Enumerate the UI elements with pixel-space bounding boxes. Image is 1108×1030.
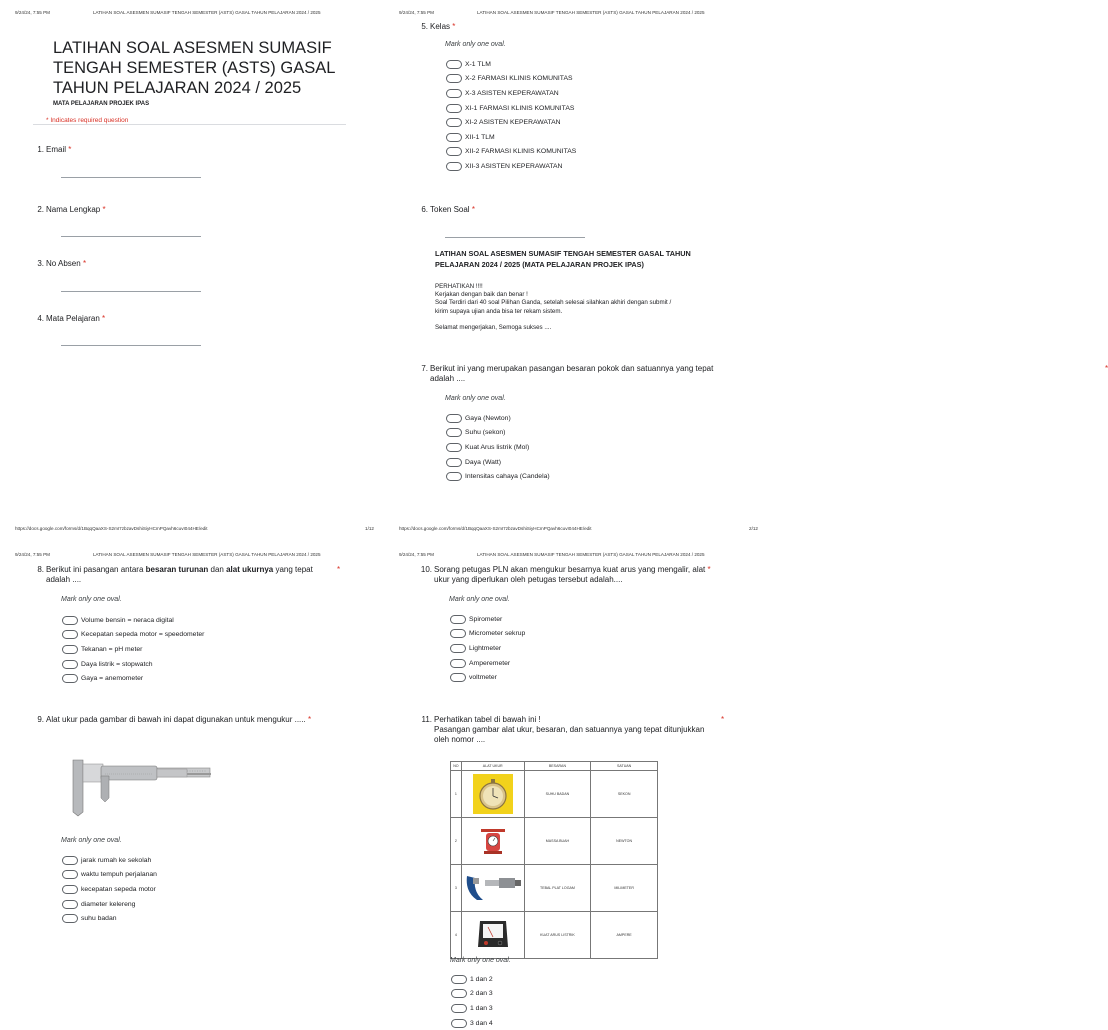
radio-oval-icon[interactable]	[450, 629, 466, 638]
page-footer	[0, 526, 384, 534]
table-row: 2 MASSA BUAH NEWTON	[451, 818, 658, 865]
email-input[interactable]	[61, 177, 201, 178]
radio-option[interactable]: Gaya = anemometer	[62, 671, 204, 686]
question-5-text: Kelas	[430, 22, 451, 31]
pdf-page-1: 9/24/24, 7:55 PM LATIHAN SOAL ASESMEN SUMASIF TENGAH SEMESTER (ASTS) GASAL TAHUN PELAJARAN 2024 / 2025 LATIHAN SOAL ASESMEN SUMASIF TENGAH SEMESTER (ASTS) GASAL TAHUN PELAJARAN 2024 / 2025 MATA PELAJARAN PROJEK IPAS * Indicates required question 1. Email * 2. Nama Lengkap * 3. No Absen * 4. Mata Pelajaran * https://docs.google.com/forms/d/1BqqQaaXS-S2mI7zbzavDshiSiyHCmPQavh6cuvI044HE/edit 1/12	[0, 0, 384, 540]
mark-one-oval: Mark only one oval.	[450, 957, 511, 964]
radio-oval-icon[interactable]	[62, 885, 78, 894]
radio-oval-icon[interactable]	[446, 147, 462, 156]
radio-option[interactable]: 3 dan 4	[451, 1016, 493, 1030]
radio-oval-icon[interactable]	[450, 659, 466, 668]
radio-option[interactable]: 1 dan 2	[451, 972, 493, 987]
mark-one-oval: Mark only one oval.	[61, 596, 122, 603]
absen-input[interactable]	[61, 291, 201, 292]
radio-oval-icon[interactable]	[62, 674, 78, 683]
header-title: LATIHAN SOAL ASESMEN SUMASIF TENGAH SEMESTER (ASTS) GASAL TAHUN PELAJARAN 2024 / 2025	[93, 552, 321, 557]
question-9-text: Alat ukur pada gambar di bawah ini dapat digunakan untuk mengukur .....	[46, 715, 306, 724]
mark-one-oval: Mark only one oval.	[61, 837, 122, 844]
radio-option[interactable]: X-3 ASISTEN KEPERAWATAN	[446, 86, 576, 101]
radio-oval-icon[interactable]	[450, 644, 466, 653]
radio-oval-icon[interactable]	[451, 975, 467, 984]
required-asterisk: *	[721, 715, 725, 724]
radio-option[interactable]: Kuat Arus listrik (Mol)	[446, 440, 550, 455]
radio-oval-icon[interactable]	[446, 60, 462, 69]
radio-oval-icon[interactable]	[446, 472, 462, 481]
q5-options	[446, 57, 576, 174]
radio-option[interactable]: X-2 FARMASI KLINIS KOMUNITAS	[446, 72, 576, 87]
required-asterisk: *	[1105, 364, 1108, 373]
footer-page: 1/12	[365, 526, 374, 531]
radio-option[interactable]: X-1 TLM	[446, 57, 576, 72]
radio-oval-icon[interactable]	[446, 414, 462, 423]
radio-option[interactable]: 2 dan 3	[451, 987, 493, 1002]
radio-oval-icon[interactable]	[62, 900, 78, 909]
token-input[interactable]	[445, 237, 585, 238]
radio-oval-icon[interactable]	[62, 914, 78, 923]
divider	[33, 124, 346, 125]
radio-oval-icon[interactable]	[62, 856, 78, 865]
radio-option[interactable]: Lightmeter	[450, 641, 525, 656]
radio-option[interactable]: Spirometer	[450, 612, 525, 627]
q10-options	[450, 612, 525, 685]
radio-oval-icon[interactable]	[451, 989, 467, 998]
page-header	[384, 10, 768, 18]
q9-options	[62, 853, 157, 926]
radio-oval-icon[interactable]	[62, 645, 78, 654]
mark-one-oval: Mark only one oval.	[449, 596, 510, 603]
question-1-text: Email	[46, 145, 67, 154]
question-7-text: Berikut ini yang merupakan pasangan besaran pokok dan satuannya yang tepat	[430, 364, 714, 373]
header-title: LATIHAN SOAL ASESMEN SUMASIF TENGAH SEMESTER (ASTS) GASAL TAHUN PELAJARAN 2024 / 2025	[93, 10, 321, 15]
question-4-text: Mata Pelajaran	[46, 314, 100, 323]
radio-oval-icon[interactable]	[446, 458, 462, 467]
radio-option[interactable]: Suhu (sekon)	[446, 426, 550, 441]
radio-option[interactable]: Intensitas cahaya (Candela)	[446, 469, 550, 484]
header-title: LATIHAN SOAL ASESMEN SUMASIF TENGAH SEMESTER (ASTS) GASAL TAHUN PELAJARAN 2024 / 2025	[477, 552, 705, 557]
measurement-table	[450, 761, 658, 959]
question-3-text: No Absen	[46, 259, 81, 268]
pdf-page-4: 9/24/24, 7:55 PM LATIHAN SOAL ASESMEN SUMASIF TENGAH SEMESTER (ASTS) GASAL TAHUN PELAJARAN 2024 / 2025 10. Sorang petugas PLN akan mengukur besarnya kuat arus yang mengalir, alat * ukur yang diperlukan oleh petugas tersebut adalah.... Mark only one oval. Spirometer Micrometer sekrup Lightmeter Amperemeter voltmeter 11. Perhatikan tabel di bawah ini ! Pasangan gambar alat ukur, besaran, dan satuannya yang tepat ditunjukkan oleh nomor .... * NO ALAT UKUR BESARAN SATUAN 1 SUHU BADAN SEKON 2 MASSA BUAH NEWTON 3 TEBAL PLAT LOGAM MILIMETER 4 KUAT ARUS LISTRIK AMPERE Mark only one oval. 1 dan 2 2 dan 3 1 dan 3 3 dan 4	[384, 542, 768, 1024]
table-row: 4 KUAT ARUS LISTRIK AMPERE	[451, 912, 658, 959]
required-asterisk: *	[337, 565, 341, 574]
radio-oval-icon[interactable]	[446, 162, 462, 171]
radio-oval-icon[interactable]	[446, 428, 462, 437]
ammeter-icon	[461, 912, 524, 959]
radio-option[interactable]: suhu badan	[62, 911, 157, 926]
radio-oval-icon[interactable]	[446, 74, 462, 83]
radio-option[interactable]: XI-2 ASISTEN KEPERAWATAN	[446, 115, 576, 130]
mark-one-oval: Mark only one oval.	[445, 395, 506, 402]
radio-option[interactable]: 1 dan 3	[451, 1001, 493, 1016]
radio-option[interactable]: Daya listrik = stopwatch	[62, 657, 204, 672]
mark-one-oval: Mark only one oval.	[445, 41, 506, 48]
q7-options	[446, 411, 550, 484]
section-description: PERHATIKAN !!!! Kerjakan dengan baik dan benar ! Soal Terdiri dari 40 soal Pilihan Ganda, setelah selesai silahkan akhiri dengan submit / kirim supaya ujian anda bisa ter rekam sistem. Selamat mengerjakan, Semoga sukses ....	[435, 283, 672, 331]
radio-oval-icon[interactable]	[451, 1019, 467, 1028]
radio-option[interactable]: XII-2 FARMASI KLINIS KOMUNITAS	[446, 145, 576, 160]
header-datetime: 9/24/24, 7:55 PM	[15, 552, 50, 557]
radio-option[interactable]: Micrometer sekrup	[450, 627, 525, 642]
table-row: 1 SUHU BADAN SEKON	[451, 771, 658, 818]
radio-option[interactable]: Tekanan = pH meter	[62, 642, 204, 657]
question-2-text: Nama Lengkap	[46, 205, 101, 214]
subject-input[interactable]	[61, 345, 201, 346]
radio-option[interactable]: Gaya (Newton)	[446, 411, 550, 426]
radio-oval-icon[interactable]	[62, 616, 78, 625]
vernier-caliper-image	[67, 754, 215, 818]
header-title: LATIHAN SOAL ASESMEN SUMASIF TENGAH SEMESTER (ASTS) GASAL TAHUN PELAJARAN 2024 / 2025	[477, 10, 705, 15]
radio-option[interactable]: Amperemeter	[450, 656, 525, 671]
scale-icon	[461, 818, 524, 865]
radio-option[interactable]: XII-1 TLM	[446, 130, 576, 145]
micrometer-icon	[461, 865, 524, 912]
question-11-text: Perhatikan tabel di bawah ini !	[434, 715, 541, 724]
radio-option[interactable]: Daya (Watt)	[446, 455, 550, 470]
stopwatch-icon	[461, 771, 524, 818]
required-note: * Indicates required question	[46, 117, 129, 124]
radio-oval-icon[interactable]	[446, 133, 462, 142]
name-input[interactable]	[61, 236, 201, 237]
footer-page: 2/12	[749, 526, 758, 531]
q8-options	[62, 613, 204, 686]
footer-url: https://docs.google.com/forms/d/1BqqQaaXS-S2mI7zbzavDshiSiyHCmPQavh6cuvI044HE/edit	[399, 526, 592, 531]
section-title: LATIHAN SOAL ASESMEN SUMASIF TENGAH SEMESTER GASAL TAHUN PELAJARAN 2024 / 2025 (MATA PELAJARAN PROJEK IPAS)	[435, 249, 691, 269]
page-footer	[384, 526, 768, 534]
radio-oval-icon[interactable]	[450, 673, 466, 682]
pdf-page-2: 9/24/24, 7:55 PM LATIHAN SOAL ASESMEN SUMASIF TENGAH SEMESTER (ASTS) GASAL TAHUN PELAJARAN 2024 / 2025 5. Kelas * Mark only one oval. X-1 TLM X-2 FARMASI KLINIS KOMUNITAS X-3 ASISTEN KEPERAWATAN XI-1 FARMASI KLINIS KOMUNITAS XI-2 ASISTEN KEPERAWATAN XII-1 TLM XII-2 FARMASI KLINIS KOMUNITAS XII-3 ASISTEN KEPERAWATAN 6. Token Soal * LATIHAN SOAL ASESMEN SUMASIF TENGAH SEMESTER GASAL TAHUN PELAJARAN 2024 / 2025 (MATA PELAJARAN PROJEK IPAS) PERHATIKAN !!!! Kerjakan dengan baik dan benar ! Soal Terdiri dari 40 soal Pilihan Ganda, setelah selesai silahkan akhiri dengan submit / kirim supaya ujian anda bisa ter rekam sistem. Selamat mengerjakan, Semoga sukses .... 7. Berikut ini yang merupakan pasangan besaran pokok dan satuannya yang tepat adalah .... * Mark only one oval. Gaya (Newton) Suhu (sekon) Kuat Arus listrik (Mol) Daya (Watt) Intensitas cahaya (Candela) https://docs.google.com/forms/d/1BqqQaaXS-S2mI7zbzavDshiSiyHCmPQavh6cuvI044HE/edit 2/12	[384, 0, 768, 540]
radio-option[interactable]: Volume bensin = neraca digital	[62, 613, 204, 628]
radio-oval-icon[interactable]	[446, 443, 462, 452]
radio-oval-icon[interactable]	[62, 870, 78, 879]
form-subject: MATA PELAJARAN PROJEK IPAS	[53, 101, 150, 107]
radio-oval-icon[interactable]	[446, 89, 462, 98]
radio-oval-icon[interactable]	[450, 615, 466, 624]
table-row: 3 TEBAL PLAT LOGAM MILIMETER	[451, 865, 658, 912]
page-header	[0, 552, 384, 560]
header-datetime: 9/24/24, 7:55 PM	[399, 552, 434, 557]
header-datetime: 9/24/24, 7:55 PM	[399, 10, 434, 15]
radio-oval-icon[interactable]	[446, 104, 462, 113]
form-title: LATIHAN SOAL ASESMEN SUMASIF TENGAH SEMESTER (ASTS) GASAL TAHUN PELAJARAN 2024 / 2025	[53, 39, 335, 97]
question-6-text: Token Soal	[430, 205, 470, 214]
q11-options	[451, 972, 493, 1030]
page-header	[384, 552, 768, 560]
radio-oval-icon[interactable]	[446, 118, 462, 127]
radio-oval-icon[interactable]	[62, 660, 78, 669]
radio-option[interactable]: voltmeter	[450, 670, 525, 685]
radio-oval-icon[interactable]	[451, 1004, 467, 1013]
radio-option[interactable]: jarak rumah ke sekolah	[62, 853, 157, 868]
radio-option[interactable]: diameter kelereng	[62, 897, 157, 912]
radio-option[interactable]: Kecepatan sepeda motor = speedometer	[62, 628, 204, 643]
radio-option[interactable]: waktu tempuh perjalanan	[62, 868, 157, 883]
pdf-page-3: 9/24/24, 7:55 PM LATIHAN SOAL ASESMEN SUMASIF TENGAH SEMESTER (ASTS) GASAL TAHUN PELAJARAN 2024 / 2025 8. Berikut ini pasangan antara besaran turunan dan alat ukurnya yang tepat adalah .... * Mark only one oval. Volume bensin = neraca digital Kecepatan sepeda motor = speedometer Tekanan = pH meter Daya listrik = stopwatch Gaya = anemometer 9. Alat ukur pada gambar di bawah ini dapat digunakan untuk mengukur ..... * Mark only one oval. jarak rumah ke sekolah waktu tempuh perjalanan kecepatan sepeda motor diameter kelereng suhu badan	[0, 542, 384, 1024]
radio-oval-icon[interactable]	[62, 630, 78, 639]
radio-option[interactable]: kecepatan sepeda motor	[62, 882, 157, 897]
footer-url: https://docs.google.com/forms/d/1BqqQaaXS-S2mI7zbzavDshiSiyHCmPQavh6cuvI044HE/edit	[15, 526, 208, 531]
table-header-row: NO ALAT UKUR BESARAN SATUAN	[451, 762, 658, 771]
page-header	[0, 10, 384, 18]
radio-option[interactable]: XII-3 ASISTEN KEPERAWATAN	[446, 159, 576, 174]
radio-option[interactable]: XI-1 FARMASI KLINIS KOMUNITAS	[446, 101, 576, 116]
question-10-text: Sorang petugas PLN akan mengukur besarnya kuat arus yang mengalir, alat	[434, 565, 706, 574]
header-datetime: 9/24/24, 7:55 PM	[15, 10, 50, 15]
